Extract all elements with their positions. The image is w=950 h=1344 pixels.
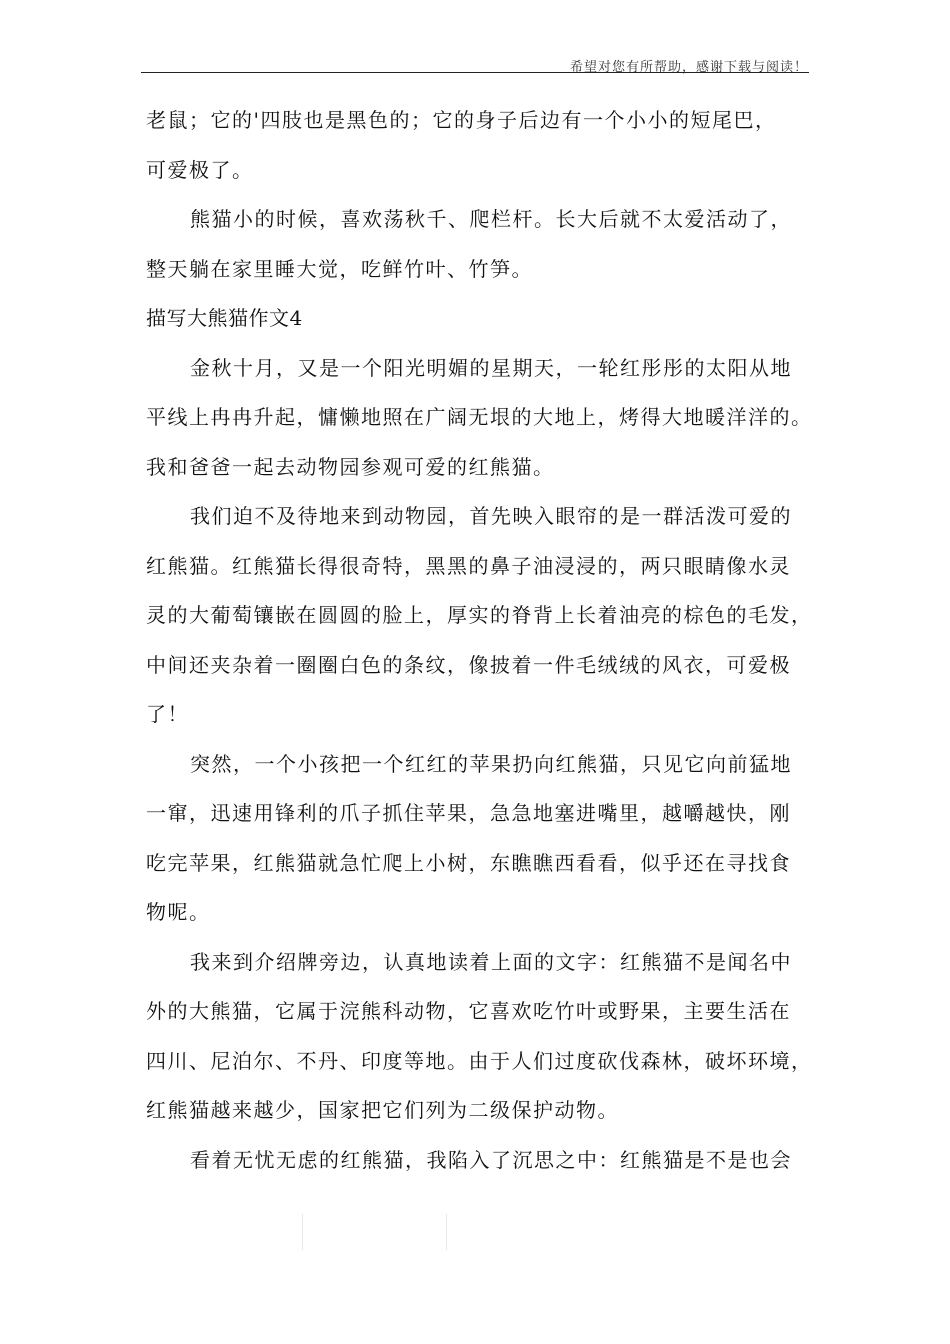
footer-mark-right (446, 1214, 447, 1250)
text-line: 了！ (146, 702, 189, 726)
footer-mark-left (302, 1214, 303, 1250)
section-heading: 描写大熊猫作文4 (146, 306, 303, 330)
text-line: 灵的大葡萄镶嵌在圆圆的脸上，厚实的脊背上长着油亮的棕色的毛发， (146, 603, 813, 627)
header-divider (141, 72, 809, 73)
text-line: 我和爸爸一起去动物园参观可爱的红熊猫。 (146, 454, 555, 479)
text-line: 吃完苹果，红熊猫就急忙爬上小树，东瞧瞧西看看，似乎还在寻找食 (146, 850, 791, 875)
text-line: 外的大熊猫，它属于浣熊科动物，它喜欢吃竹叶或野果，主要生活在 (146, 999, 791, 1023)
text-line: 看着无忧无虑的红熊猫，我陷入了沉思之中：红熊猫是不是也会 (190, 1147, 792, 1172)
text-line: 老鼠；它的'四肢也是黑色的；它的身子后边有一个小小的短尾巴， (146, 108, 777, 132)
text-line: 我来到介绍牌旁边，认真地读着上面的文字：红熊猫不是闻名中 (190, 949, 792, 974)
text-line: 突然，一个小孩把一个红红的苹果扔向红熊猫，只见它向前猛地 (190, 751, 792, 776)
text-line: 红熊猫。红熊猫长得很奇特，黑黑的鼻子油浸浸的，两只眼睛像水灵 (146, 553, 791, 578)
text-line: 一窜，迅速用锋利的爪子抓住苹果，急急地塞进嘴里，越嚼越快，刚 (146, 801, 791, 825)
text-line: 中间还夹杂着一圈圈白色的条纹，像披着一件毛绒绒的风衣，可爱极 (146, 652, 791, 677)
text-line: 可爱极了。 (146, 157, 254, 182)
text-line: 四川、尼泊尔、不丹、印度等地。由于人们过度砍伐森林，破坏环境， (146, 1048, 813, 1073)
page-header-text: 希望对您有所帮助，感谢下载与阅读！ (569, 60, 808, 75)
text-line: 我们迫不及待地来到动物园，首先映入眼帘的是一群活泼可爱的 (190, 504, 792, 528)
text-line: 金秋十月，又是一个阳光明媚的星期天，一轮红彤彤的太阳从地 (190, 355, 792, 380)
document-body (146, 96, 826, 1185)
text-line: 平线上冉冉升起，慵懒地照在广阔无垠的大地上，烤得大地暖洋洋的。 (146, 405, 813, 429)
text-line: 红熊猫越来越少，国家把它们列为二级保护动物。 (146, 1098, 619, 1122)
text-line: 熊猫小的时候，喜欢荡秋千、爬栏杆。长大后就不太爱活动了， (190, 207, 792, 231)
text-line: 物呢。 (146, 900, 211, 924)
text-line: 整天躺在家里睡大觉，吃鲜竹叶、竹笋。 (146, 256, 533, 281)
